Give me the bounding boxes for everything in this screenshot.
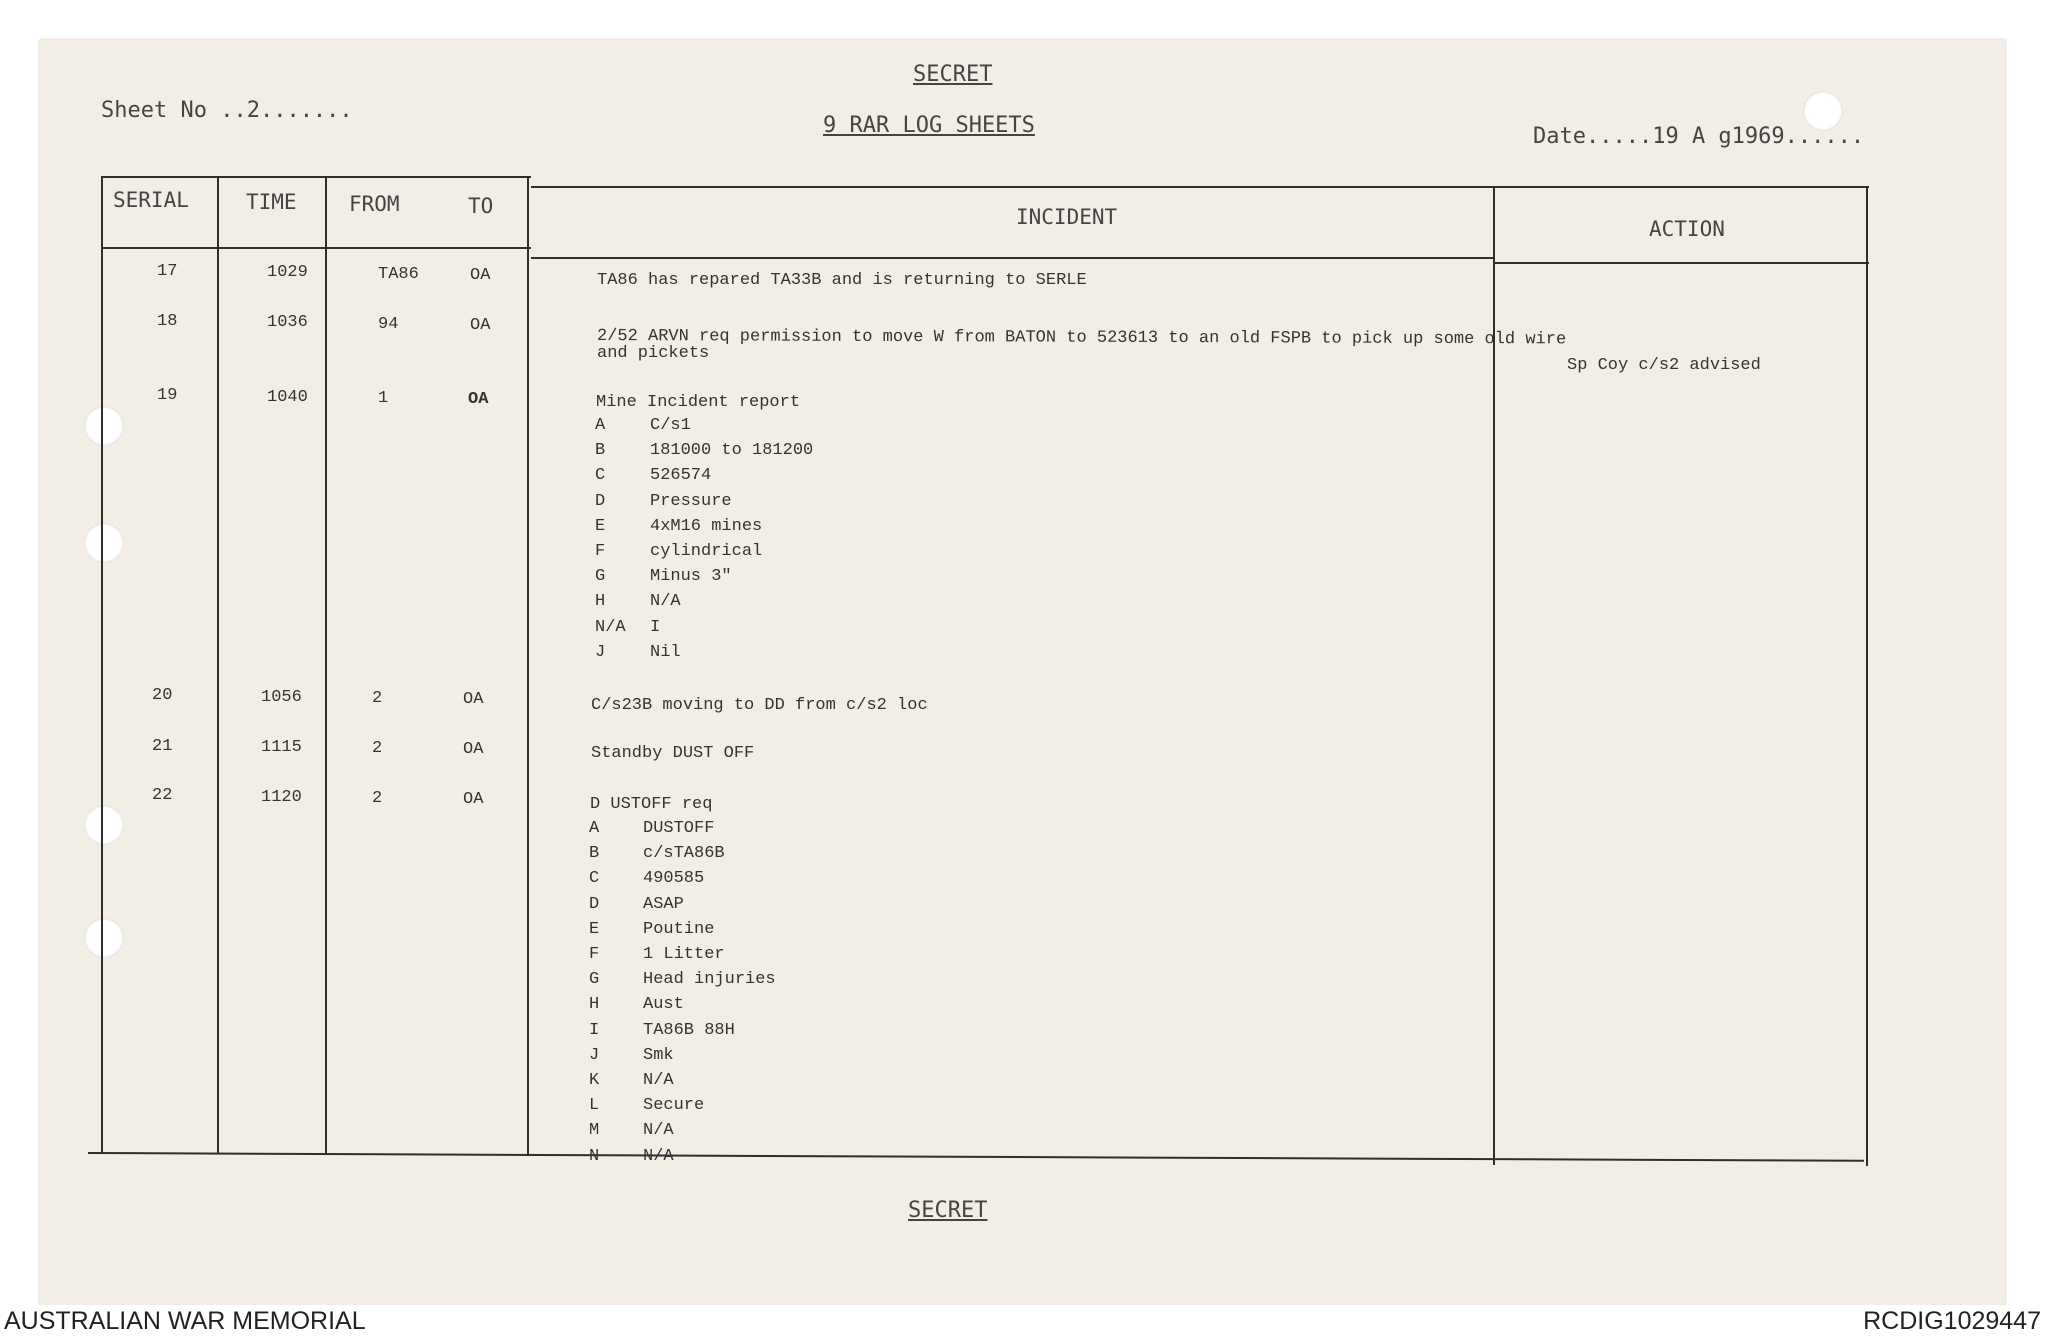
- incident-item-value: Minus 3": [650, 567, 732, 587]
- archive-footer: [0, 1305, 2047, 1339]
- incident-item-key: E: [595, 516, 606, 536]
- from-cell: TA86: [378, 265, 419, 284]
- page-title: 9 RAR LOG SHEETS: [823, 113, 1035, 138]
- incident-item-value: Pressure: [650, 491, 732, 511]
- column-header-to: TO: [468, 194, 494, 218]
- incident-cell: 2/52 ARVN req permission to move W from BATON to 523613 to an old FSPB to pick up some old wire: [596, 327, 1567, 350]
- incident-item-value: Secure: [643, 1096, 705, 1116]
- incident-item-key: H: [589, 995, 600, 1015]
- incident-item-value: DUSTOFF: [643, 819, 715, 838]
- sheet-label: Sheet No: [101, 98, 207, 123]
- serial-cell: 22: [152, 786, 173, 805]
- incident-item-key: E: [589, 919, 600, 939]
- incident-item-key: M: [589, 1121, 600, 1141]
- incident-item-value: c/sTA86B: [643, 844, 725, 864]
- incident-item-value: Smk: [643, 1045, 674, 1065]
- date-value: .....19 A g1969......: [1585, 124, 1865, 149]
- incident-item-key: B: [595, 441, 606, 461]
- serial-cell: 20: [152, 686, 173, 705]
- incident-item-key: A: [595, 416, 606, 435]
- incident-cell: Mine Incident report: [596, 393, 801, 412]
- incident-cell: Standby DUST OFF: [591, 744, 755, 763]
- incident-item-value: Nil: [650, 642, 681, 662]
- incident-item-key: G: [595, 567, 606, 587]
- incident-item-key: F: [589, 945, 600, 964]
- incident-item-value: 4xM16 mines: [650, 516, 763, 536]
- sheet-number: [101, 98, 353, 123]
- to-cell: OA: [463, 690, 484, 709]
- incident-item-key: N: [589, 1146, 600, 1166]
- incident-item-value: N/A: [650, 592, 681, 612]
- footer-right: RCDIG1029447: [1863, 1307, 2041, 1335]
- incident-item-value: Poutine: [643, 919, 715, 939]
- time-cell: 1036: [267, 313, 308, 332]
- incident-item-key: J: [595, 642, 606, 662]
- time-cell: 1120: [261, 788, 302, 807]
- date-label: Date: [1533, 124, 1586, 149]
- incident-item-value: Head injuries: [643, 970, 776, 990]
- to-cell: OA: [470, 266, 491, 285]
- sheet-value: ..2.......: [220, 98, 353, 123]
- column-header-time: TIME: [246, 190, 297, 214]
- incident-item-key: C: [589, 869, 600, 889]
- column-header-action: ACTION: [1649, 217, 1725, 241]
- action-cell: Sp Coy c/s2 advised: [1567, 356, 1761, 375]
- incident-item-key: C: [595, 466, 606, 486]
- classification-bottom: SECRET: [908, 1198, 988, 1223]
- serial-cell: 19: [157, 386, 178, 405]
- incident-item-value: N/A: [643, 1146, 674, 1166]
- from-cell: 2: [372, 739, 383, 758]
- incident-item-key: A: [589, 819, 600, 838]
- incident-item-value: Aust: [643, 995, 684, 1015]
- incident-item-key: K: [589, 1071, 600, 1090]
- column-header-serial: SERIAL: [113, 188, 189, 212]
- incident-item-key: J: [589, 1045, 600, 1065]
- column-header-incident: INCIDENT: [1016, 205, 1118, 229]
- punch-hole: [84, 523, 124, 563]
- to-cell: OA: [463, 790, 484, 809]
- from-cell: 1: [378, 389, 389, 408]
- incident-item-value: 181000 to 181200: [650, 441, 814, 461]
- footer-left: AUSTRALIAN WAR MEMORIAL: [4, 1307, 366, 1335]
- incident-item-value: 1 Litter: [643, 945, 725, 964]
- incident-item-key: H: [595, 592, 606, 612]
- from-cell: 2: [372, 789, 383, 808]
- punch-hole: [84, 805, 124, 845]
- time-cell: 1115: [261, 738, 302, 757]
- incident-item-key: D: [595, 491, 606, 511]
- serial-cell: 18: [157, 312, 178, 331]
- incident-item-value: 526574: [650, 466, 712, 486]
- time-cell: 1040: [267, 388, 308, 407]
- to-cell: OA: [470, 316, 491, 335]
- incident-item-key: L: [589, 1096, 600, 1116]
- from-cell: 2: [372, 689, 383, 708]
- serial-cell: 21: [152, 737, 173, 756]
- incident-item-key: F: [595, 542, 606, 561]
- incident-item-value: N/A: [643, 1071, 674, 1090]
- incident-item-value: ASAP: [643, 894, 684, 914]
- to-cell: OA: [463, 740, 484, 759]
- incident-item-value: 490585: [643, 869, 705, 889]
- time-cell: 1029: [267, 263, 308, 282]
- incident-item-key: I: [589, 1020, 600, 1040]
- incident-item-value: C/s1: [650, 416, 691, 435]
- punch-hole: [84, 918, 124, 958]
- incident-cell-continued: and pickets: [597, 344, 710, 363]
- incident-item-value: TA86B 88H: [643, 1020, 735, 1040]
- incident-item-value: cylindrical: [650, 542, 763, 561]
- incident-item-key: G: [589, 970, 600, 990]
- incident-item-key: D: [589, 894, 600, 914]
- incident-item-key: B: [589, 844, 600, 864]
- to-cell: OA: [468, 390, 489, 409]
- date-field: [1533, 124, 1864, 149]
- incident-cell: TA86 has repared TA33B and is returning to SERLE: [597, 271, 1087, 290]
- incident-item-value: N/A: [643, 1121, 674, 1141]
- column-header-from: FROM: [349, 192, 400, 216]
- incident-item-value: I: [650, 617, 661, 637]
- from-cell: 94: [378, 315, 399, 334]
- punch-hole: [84, 406, 124, 446]
- classification-top: SECRET: [913, 62, 993, 87]
- incident-cell: D USTOFF req: [590, 795, 713, 814]
- incident-cell: C/s23B moving to DD from c/s2 loc: [591, 696, 928, 715]
- serial-cell: 17: [157, 262, 178, 281]
- time-cell: 1056: [261, 688, 302, 707]
- incident-item-key: N/A: [595, 617, 626, 637]
